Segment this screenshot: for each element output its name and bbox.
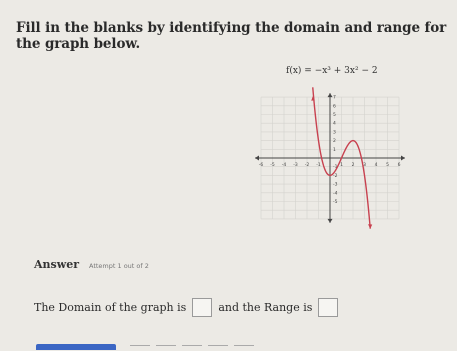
- y-tick-label: 7: [333, 95, 336, 101]
- y-tick-label: 3: [333, 130, 336, 136]
- x-tick-label: 1: [340, 163, 343, 168]
- x-tick-label: 2: [351, 163, 355, 168]
- y-tick-label: -1: [333, 165, 338, 171]
- x-tick-label: -6: [258, 163, 264, 168]
- question-prompt: Fill in the blanks by identifying the domain and range for the graph below.: [16, 20, 447, 52]
- toolbar-tab[interactable]: [234, 345, 254, 351]
- y-tick-label: -3: [333, 182, 338, 188]
- function-graph: [250, 64, 410, 244]
- y-axis-arrow-up: [328, 93, 333, 97]
- answer-sentence: [34, 298, 344, 317]
- toolbar-tab[interactable]: [130, 345, 150, 351]
- y-tick-label: 4: [333, 121, 336, 127]
- submit-button[interactable]: [36, 344, 116, 350]
- x-axis-arrow-right: [401, 156, 405, 161]
- y-tick-label: 1: [333, 147, 336, 153]
- domain-prompt-text: The Domain of the graph is: [34, 301, 187, 314]
- bottom-toolbar: [130, 345, 254, 351]
- function-label: f(x) = −x³ + 3x² − 2: [286, 66, 378, 76]
- x-tick-label: -1: [316, 163, 321, 168]
- graph-canvas: [250, 64, 410, 244]
- domain-answer-box[interactable]: [192, 298, 212, 317]
- x-tick-label: -5: [270, 163, 275, 168]
- range-prompt-text: and the Range is: [218, 301, 313, 314]
- range-answer-box[interactable]: [318, 298, 338, 317]
- y-tick-label: -2: [333, 173, 338, 179]
- y-tick-label: -5: [333, 200, 338, 205]
- answer-header: [34, 258, 149, 271]
- y-tick-label: 6: [333, 104, 336, 110]
- toolbar-tab[interactable]: [208, 345, 228, 351]
- x-tick-label: 3: [363, 163, 366, 168]
- toolbar-tab[interactable]: [182, 345, 202, 351]
- y-tick-label: -4: [333, 191, 338, 197]
- toolbar-tab[interactable]: [156, 345, 176, 351]
- x-tick-label: 5: [386, 163, 389, 168]
- x-tick-label: -4: [281, 163, 287, 168]
- x-axis-arrow-left: [255, 156, 259, 161]
- y-tick-label: 5: [333, 113, 336, 118]
- x-tick-label: -2: [304, 163, 310, 168]
- x-tick-label: 4: [374, 163, 378, 168]
- curve-arrow-bottom: [368, 224, 372, 229]
- y-tick-label: 2: [333, 139, 336, 145]
- y-axis-arrow-down: [328, 219, 333, 223]
- attempt-counter: Attempt 1 out of 2: [89, 262, 149, 270]
- x-tick-label: 6: [397, 163, 401, 168]
- answer-label: Answer: [34, 258, 79, 271]
- x-tick-label: -3: [293, 163, 298, 168]
